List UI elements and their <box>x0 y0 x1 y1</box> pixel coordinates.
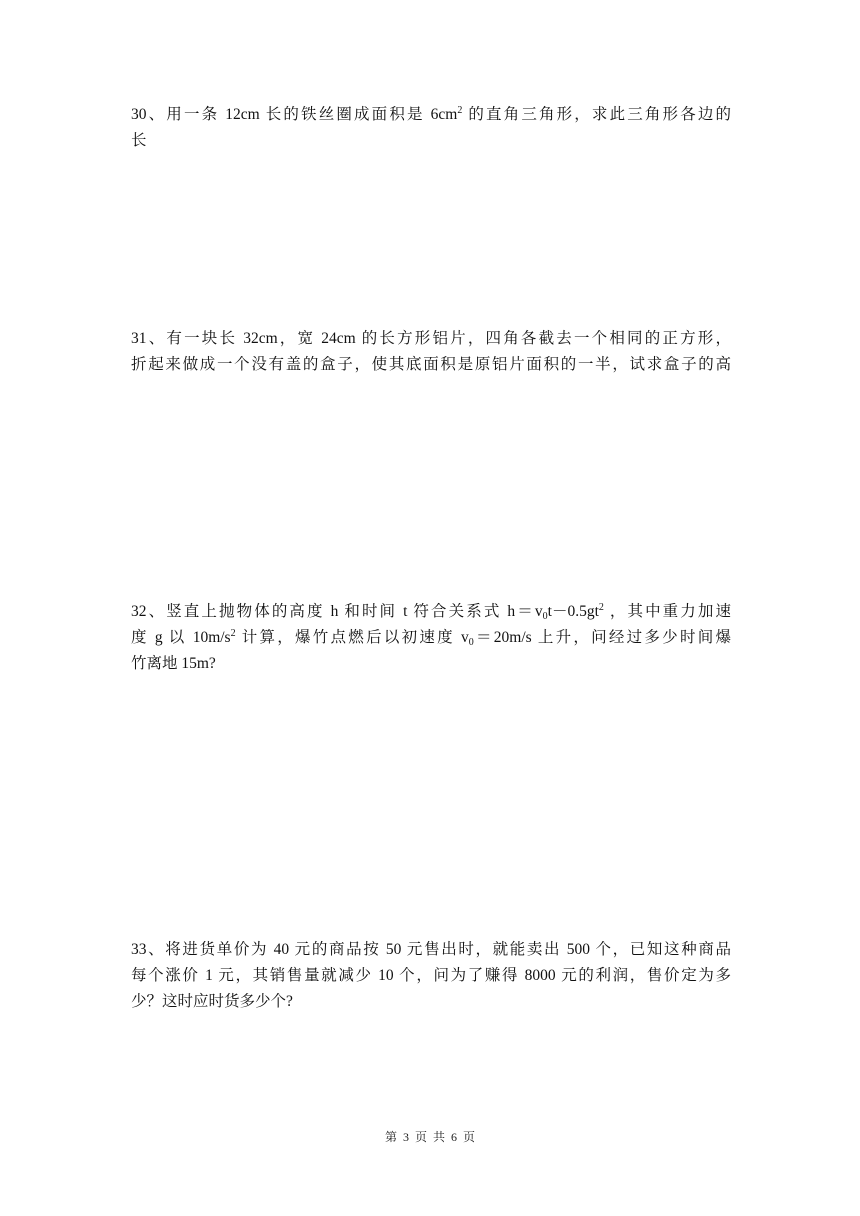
superscript: 2 <box>457 105 463 116</box>
question-32 <box>131 599 731 677</box>
question-33-line-2: 每个涨价 1 元，其销售量就减少 10 个，问为了赚得 8000 元的利润，售价定为多 <box>131 967 731 984</box>
question-33-line-3: 少？这时应时货多少个? <box>131 993 293 1010</box>
subscript: 0 <box>468 637 474 648</box>
question-31 <box>131 326 731 378</box>
subscript: 0 <box>542 611 548 622</box>
total-pages: 6 <box>451 1130 458 1144</box>
superscript: 2 <box>598 602 604 613</box>
question-33-line-1: 33、将进货单价为 40 元的商品按 50 元售出时，就能卖出 500 个，已知这种商品 <box>131 941 731 958</box>
question-32-line-1: 32、竖直上抛物体的高度 h 和时间 t 符合关系式 $h=v_0t-0.5gt^2$ ，其中重力加速 <box>131 602 731 622</box>
question-30-line-1: 30、用一条 12cm 长的铁丝圈成面积是 $6cm^2$ 的直角三角形，求此三角形各边的 <box>131 105 731 123</box>
question-33 <box>131 937 731 1015</box>
question-30 <box>131 102 731 154</box>
page-number: 3 <box>402 1130 409 1144</box>
question-32-line-3: 竹离地 15m? <box>131 655 216 672</box>
question-31-line-1: 31、有一块长 32cm，宽 24cm 的长方形铝片，四角各截去一个相同的正方形， <box>131 330 731 347</box>
question-30-line-2: 长 <box>131 132 147 149</box>
question-32-line-2: 度 g 以 $10m/s^2$ 计算，爆竹点燃后以初速度 $v_0=20m/s$ 上升，问经过多少时间爆 <box>131 628 731 648</box>
page-footer: 第 3 页 共 6 页 <box>384 1130 476 1144</box>
superscript: 2 <box>230 628 236 639</box>
question-31-line-2: 折起来做成一个没有盖的盒子，使其底面积是原铝片面积的一半，试求盒子的高 <box>131 356 731 373</box>
